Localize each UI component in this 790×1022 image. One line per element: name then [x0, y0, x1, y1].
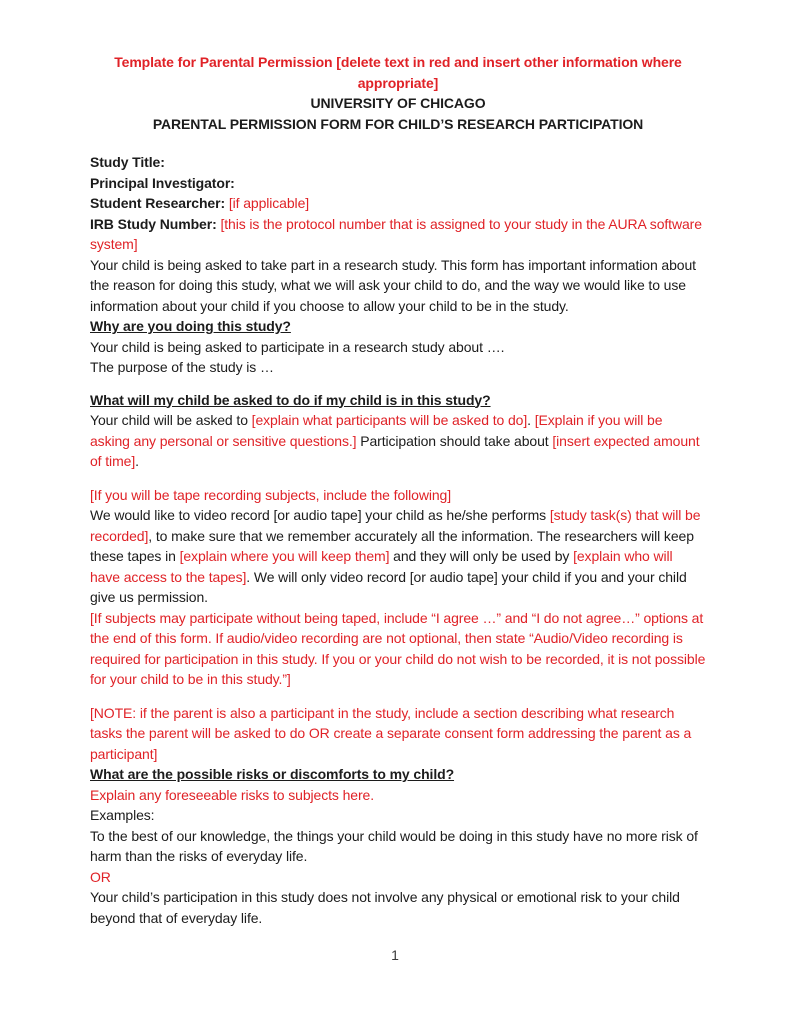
section-what-body: Your child will be asked to [explain what participants will be asked to do]. [Explain if you will be asking any personal or sensitive questions.] Participation should take about [insert expected amount of time]. — [90, 412, 700, 469]
risks-examples-label: Examples: — [90, 807, 155, 823]
page-number: 1 — [391, 946, 399, 963]
irb-study-number-label: IRB Study Number: — [90, 215, 217, 232]
section-risks — [90, 764, 706, 928]
risks-example-1: To the best of our knowledge, the things your child would be doing in this study have no more risk of harm than the risks of everyday life. — [90, 827, 698, 864]
irb-study-number-placeholder: [this is the protocol number that is assigned to your study in the AURA software system] — [90, 215, 702, 252]
intro-paragraph: Your child is being asked to take part in a research study. This form has important information about the reason for doing this study, what we will ask your child to do, and the way we would like to use information about your child if you choose to allow your child to be in the study. — [90, 256, 696, 314]
section-risks-heading: What are the possible risks or discomforts to my child? — [90, 766, 455, 782]
field-irb-study-number — [90, 214, 706, 255]
study-title-label: Study Title: — [90, 154, 165, 170]
risks-example-2: Your child’s participation in this study does not involve any physical or emotional risk to your child beyond that of everyday life. — [90, 889, 680, 926]
section-why-heading: Why are you doing this study? — [90, 318, 291, 334]
student-researcher-placeholder: [if applicable] — [228, 195, 310, 211]
template-instruction-note: Template for Parental Permission [delete text in red and insert other information where appropriate] — [114, 54, 682, 91]
section-what-heading: What will my child be asked to do if my child is in this study? — [90, 391, 491, 408]
parent-participant-note: [NOTE: if the parent is also a participant in the study, include a section describing what research tasks the parent will be asked to do OR create a separate consent form addressing the parent as a participant] — [90, 704, 692, 762]
form-title: PARENTAL PERMISSION FORM FOR CHILD’S RESEARCH PARTICIPATION — [152, 115, 644, 132]
risks-instruction: Explain any foreseeable risks to subjects here. — [90, 786, 375, 803]
field-principal-investigator — [90, 173, 706, 194]
section-why-line1: Your child is being asked to participate in a research study about …. — [90, 338, 505, 355]
field-student-researcher — [90, 193, 706, 214]
principal-investigator-label: Principal Investigator: — [90, 174, 235, 191]
section-what — [90, 390, 706, 472]
section-why — [90, 316, 706, 378]
taping-optional-note: [If subjects may participate without being taped, include “I agree …” and “I do not agree…” options at the end of this form. If audio/video recording are not optional, then state “Audio/Video recording is required for participation in this study. If you or your child do not wish to be recorded, it is not possible for your child to be in this study.”] — [90, 609, 706, 687]
document-title — [90, 93, 706, 134]
taping-intro-note: [If you will be tape recording subjects, include the following] — [90, 486, 452, 503]
taping-body: We would like to video record [or audio tape] your child as he/she performs [study task(s) that will be recorded], to make sure that we remember accurately all the information. The researchers will keep these tapes in [explain where you will keep them] and they will only be used by [explain who will have access to the tapes]. We will only video record [or audio tape] your child if you and your child give us permission. — [90, 507, 701, 605]
section-why-line2: The purpose of the study is … — [90, 359, 274, 375]
field-study-title — [90, 152, 706, 173]
section-taping — [90, 485, 706, 690]
university-name: UNIVERSITY OF CHICAGO — [310, 95, 486, 111]
risks-or-label: OR — [90, 868, 111, 885]
student-researcher-label: Student Researcher: — [90, 195, 226, 211]
